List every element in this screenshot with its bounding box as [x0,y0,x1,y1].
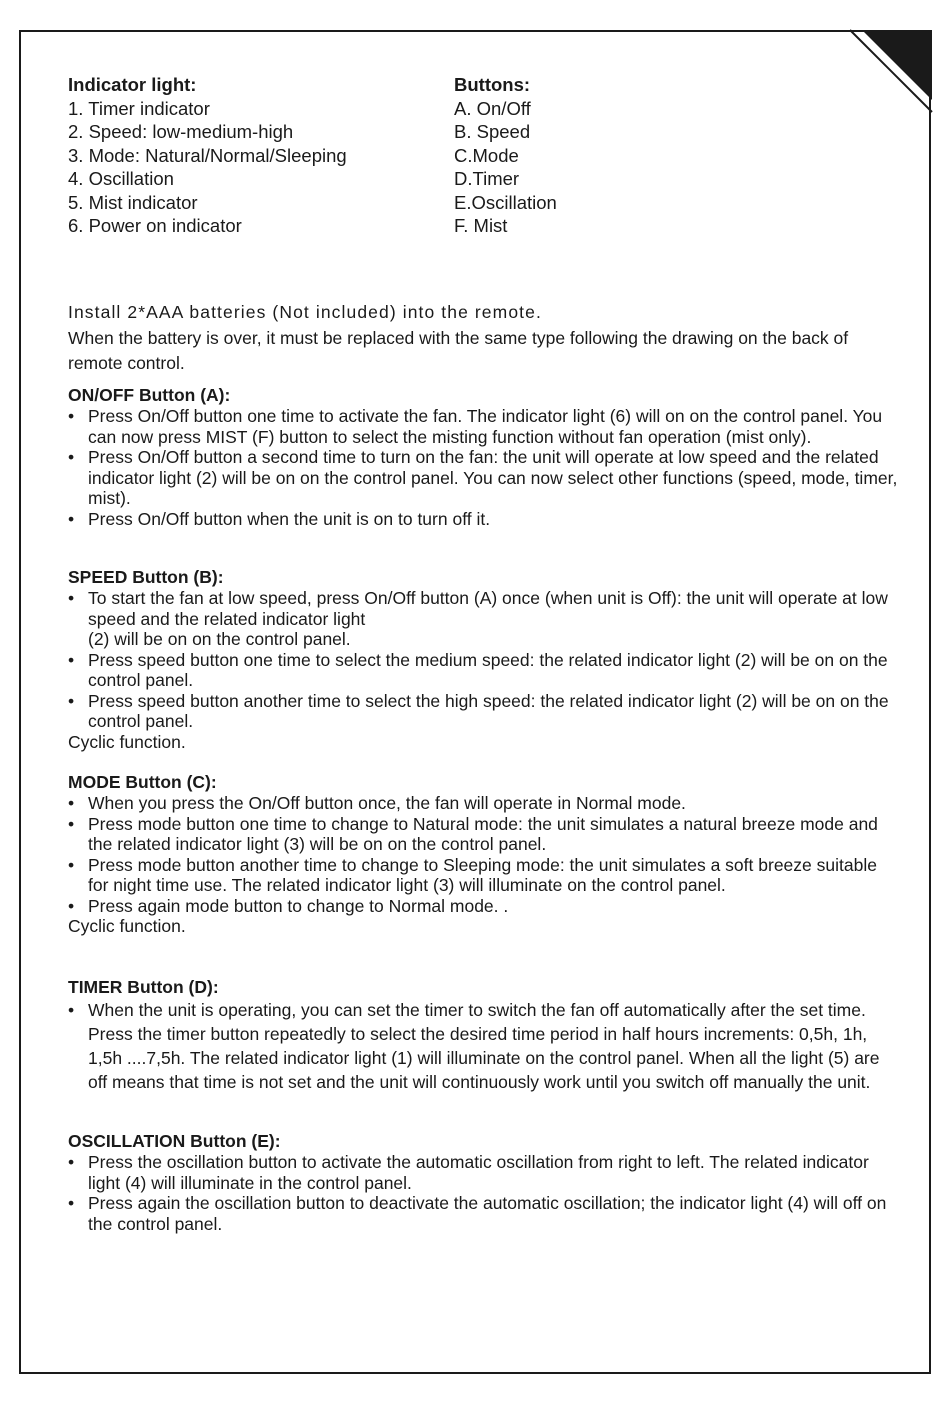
onoff-bullet [68,447,898,509]
speed-cyclic: Cyclic function. [68,731,186,752]
mode-bullet [68,793,898,814]
speed-bullet [68,588,898,650]
bullet-dot: • [68,813,75,834]
mode-bullet [68,814,898,855]
speed-bullet [68,691,898,732]
bullet-dot: • [68,508,75,529]
bullet-text: Press speed button another time to select the high speed: the related indicator light (2) will be on on the control panel. [88,690,889,731]
bullet-text: Press On/Off button when the unit is on to turn off it. [88,508,491,529]
button-item: E.Oscillation [454,191,557,213]
oscillation-title: OSCILLATION Button (E): [68,1131,281,1151]
timer-section [68,976,898,1094]
indicator-item: 4. Oscillation [68,168,174,189]
bullet-text: Press On/Off button a second time to turn on the fan: the unit will operate at low speed and the related indicator light (2) will be on on the control panel. You can now select other functions (speed, mode, timer, mist). [88,447,898,508]
button-item: B. Speed [454,121,531,142]
bullet-dot: • [68,406,75,426]
bullet-dot: • [68,793,75,813]
button-item: C.Mode [454,144,519,166]
bullet-text: Press speed button one time to select the medium speed: the related indicator light (2) will be on on the control panel. [88,649,888,690]
oscillation-bullet [68,1152,898,1193]
onoff-section [68,384,898,529]
indicator-item: 1. Timer indicator [68,97,210,119]
bullet-text: Press On/Off button one time to activate the fan. The indicator light (6) will on on the control panel. You can now press MIST (F) button to select the misting function without fan operation (mist only). [88,406,883,447]
timer-bullet [68,998,898,1094]
indicator-light-list [68,73,347,238]
mode-bullet [68,855,898,896]
indicator-item: 3. Mode: Natural/Normal/Sleeping [68,144,347,166]
button-item: D.Timer [454,168,520,189]
onoff-title: ON/OFF Button (A): [68,385,231,405]
bullet-text: (2) will be on on the control panel. [88,629,351,649]
bullet-dot: • [68,690,75,711]
oscillation-section [68,1130,898,1234]
mode-title: MODE Button (C): [68,772,217,792]
bullet-text: Press mode button one time to change to Natural mode: the unit simulates a natural breeze mode and the related indicator light (3) will be on on the control panel. [88,813,878,854]
bullet-text: To start the fan at low speed, press On/Off button (A) once (when unit is Off): the unit will operate at low speed and the related indicator light [88,588,888,629]
bullet-text: Press again mode button to change to Normal mode. . [88,895,509,916]
indicator-item: 2. Speed: low-medium-high [68,121,294,142]
onoff-bullet [68,509,898,530]
mode-section [68,771,898,937]
battery-replace-text: When the battery is over, it must be replaced with the same type following the drawing on the back of remote control. [68,328,849,373]
bullet-text: Press again the oscillation button to deactivate the automatic oscillation; the indicator light (4) will off on the control panel. [88,1193,887,1234]
bullet-dot: • [68,1000,75,1020]
oscillation-bullet [68,1193,898,1234]
bullet-text: When the unit is operating, you can set the timer to switch the fan off automatically after the set time. Press the timer button repeatedly to select the desired time period in half hours increments: 0,5h, 1h, 1,5h ....7,5h. The related indicator light (1) will illuminate on the control panel. When all the light (5) are off means that time is not set and the unit will continuously work until you switch off manually the unit. [88,1000,880,1092]
bullet-dot: • [68,1152,75,1172]
indicator-item: 5. Mist indicator [68,191,198,213]
buttons-heading: Buttons: [454,74,531,95]
indicator-heading: Indicator light: [68,74,197,95]
bullet-dot: • [68,895,75,916]
bullet-dot: • [68,649,75,670]
buttons-list [454,73,557,238]
button-item: A. On/Off [454,97,531,119]
button-item: F. Mist [454,215,508,236]
speed-title: SPEED Button (B): [68,567,224,587]
bullet-text: When you press the On/Off button once, the fan will operate in Normal mode. [88,793,686,813]
onoff-bullet [68,406,898,447]
indicator-item: 6. Power on indicator [68,215,242,236]
bullet-dot: • [68,588,75,608]
bullet-text: Press the oscillation button to activate the automatic oscillation from right to left. The related indicator light (4) will illuminate in the control panel. [88,1152,869,1193]
mode-bullet [68,896,898,917]
bullet-dot: • [68,447,75,467]
speed-bullet [68,650,898,691]
mode-cyclic: Cyclic function. [68,916,186,936]
bullet-dot: • [68,1193,75,1213]
bullet-text: Press mode button another time to change to Sleeping mode: the unit simulates a soft breeze suitable for night time use. The related indicator light (3) will illuminate on the control panel. [88,854,877,895]
bullet-dot: • [68,854,75,875]
speed-section [68,566,898,752]
timer-title: TIMER Button (D): [68,977,219,997]
battery-install-text: Install 2*AAA batteries (Not included) into the remote. [68,302,542,322]
